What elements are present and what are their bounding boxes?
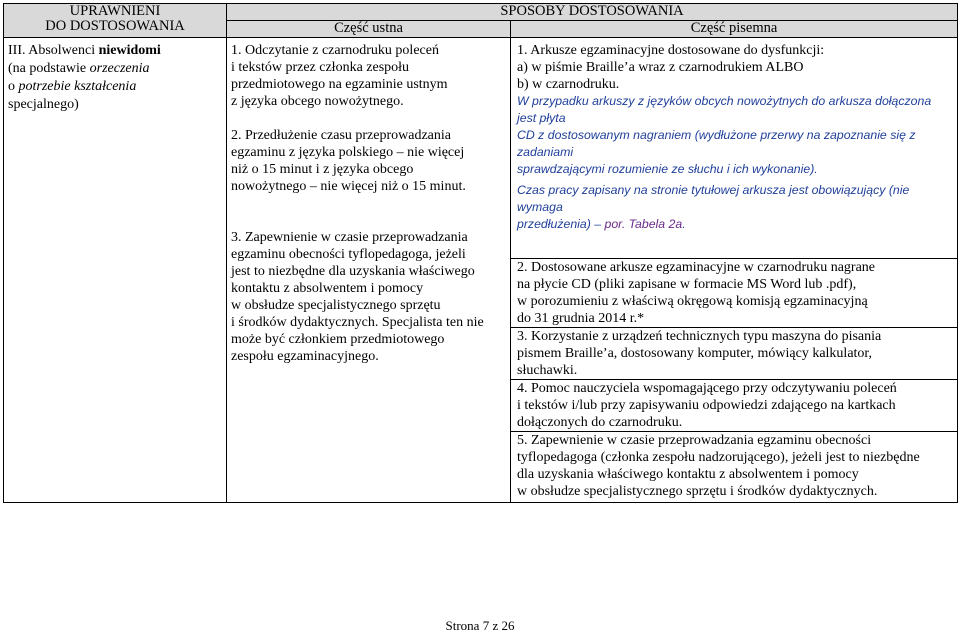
pisemna-note-time: Czas pracy zapisany na stronie tytułowej arkusza jest obowiązujący (nie wymaga przedłużenia) – por. Tabela 2a. [517, 183, 910, 231]
header-sposoby: SPOSOBY DOSTOSOWANIA [227, 4, 958, 21]
ustna-item-3: 3. Zapewnienie w czasie przeprowadzania egzaminu obecności tyflopedagoga, jeżeli jest to niezbędne dla uzyskania właściwego kontaktu z absolwentem i pomocy w obsłudze specjalistycznego sprzętu i środków dydaktycznych. Specjalista ten nie może być członkiem przedmiotowego zespołu egzaminacyjnego. [231, 230, 484, 364]
pisemna-item-4: 4. Pomoc nauczyciela wspomagającego przy odczytywaniu poleceń i tekstów i/lub przy zapisywaniu odpowiedzi zdającego na kartkach dołączonych do czarnodruku. [511, 379, 957, 431]
ustna-item-1: 1. Odczytanie z czarnodruku poleceń i tekstów przez członka zespołu przedmiotowego na egzaminie ustnym z języka obcego nowożytnego. [231, 43, 448, 109]
pisemna-item-1: 1. Arkusze egzaminacyjne dostosowane do dysfunkcji: a) w piśmie Braille’a wraz z czarnodrukiem ALBO b) w czarnodruku. W przypadku arkuszy z języków obcych nowożytnych do arkusza dołączona jest płyta CD z dostosowanym nagraniem (wydłużone przerwy na zapoznanie się z zadaniami sprawdzającymi rozumienie ze słuchu i ich wykonanie). Czas pracy zapisany na stronie tytułowej arkusza jest obowiązujący (nie wymaga przedłużenia) – por. Tabela 2a. [511, 42, 957, 258]
pisemna-item-3: 3. Korzystanie z urządzeń technicznych typu maszyna do pisania pismem Braille’a, dostosowany komputer, mówiący kalkulator, słuchawki. [511, 327, 957, 379]
pisemna-item-5: 5. Zapewnienie w czasie przeprowadzania egzaminu obecności tyflopedagoga (członka zespołu nadzorującego), jeżeli jest to niezbędne dla uzyskania właściwego kontaktu z absolwentem i pomocy w obsłudze specjalistycznego sprzętu i środków dydaktycznych. [511, 431, 957, 502]
group-title: III. Absolwenci niewidomi [8, 43, 161, 58]
pisemna-note-cd: W przypadku arkuszy z języków obcych nowożytnych do arkusza dołączona jest płyta CD z dostosowanym nagraniem (wydłużone przerwy na zapoznanie się z zadaniami sprawdzającymi rozumienie ze słuchu i ich wykonanie). [517, 94, 932, 176]
group-emphasis: niewidomi [98, 43, 161, 58]
page-number: Strona 7 z 26 [445, 618, 515, 633]
header-uprawnieni [4, 4, 227, 38]
header-uprawnieni-line1: UPRAWNIENI [69, 3, 161, 19]
pisemna-item-2: 2. Dostosowane arkusze egzaminacyjne w czarnodruku nagrane na płycie CD (pliki zapisane w formacie MS Word lub .pdf), w porozumieniu z właściwą okręgową komisją egzaminacyjną do 31 grudnia 2014 r.* [511, 258, 957, 327]
header-uprawnieni-line2: DO DOSTOSOWANIA [45, 18, 185, 34]
tabela-2a-link[interactable]: por. Tabela 2a [604, 217, 683, 231]
pisemna-cell [511, 38, 958, 503]
group-cell: III. Absolwenci niewidomi (na podstawie orzeczenia o potrzebie kształcenia specjalnego) [4, 38, 227, 503]
header-ustna: Część ustna [227, 21, 511, 38]
header-pisemna: Część pisemna [511, 21, 958, 38]
adaptation-table [3, 3, 958, 503]
ustna-cell [227, 38, 511, 503]
ustna-item-2: 2. Przedłużenie czasu przeprowadzania egzaminu z języka polskiego – nie więcej niż o 15 minut i z języka obcego nowożytnego – nie więcej niż o 15 minut. [231, 128, 466, 194]
